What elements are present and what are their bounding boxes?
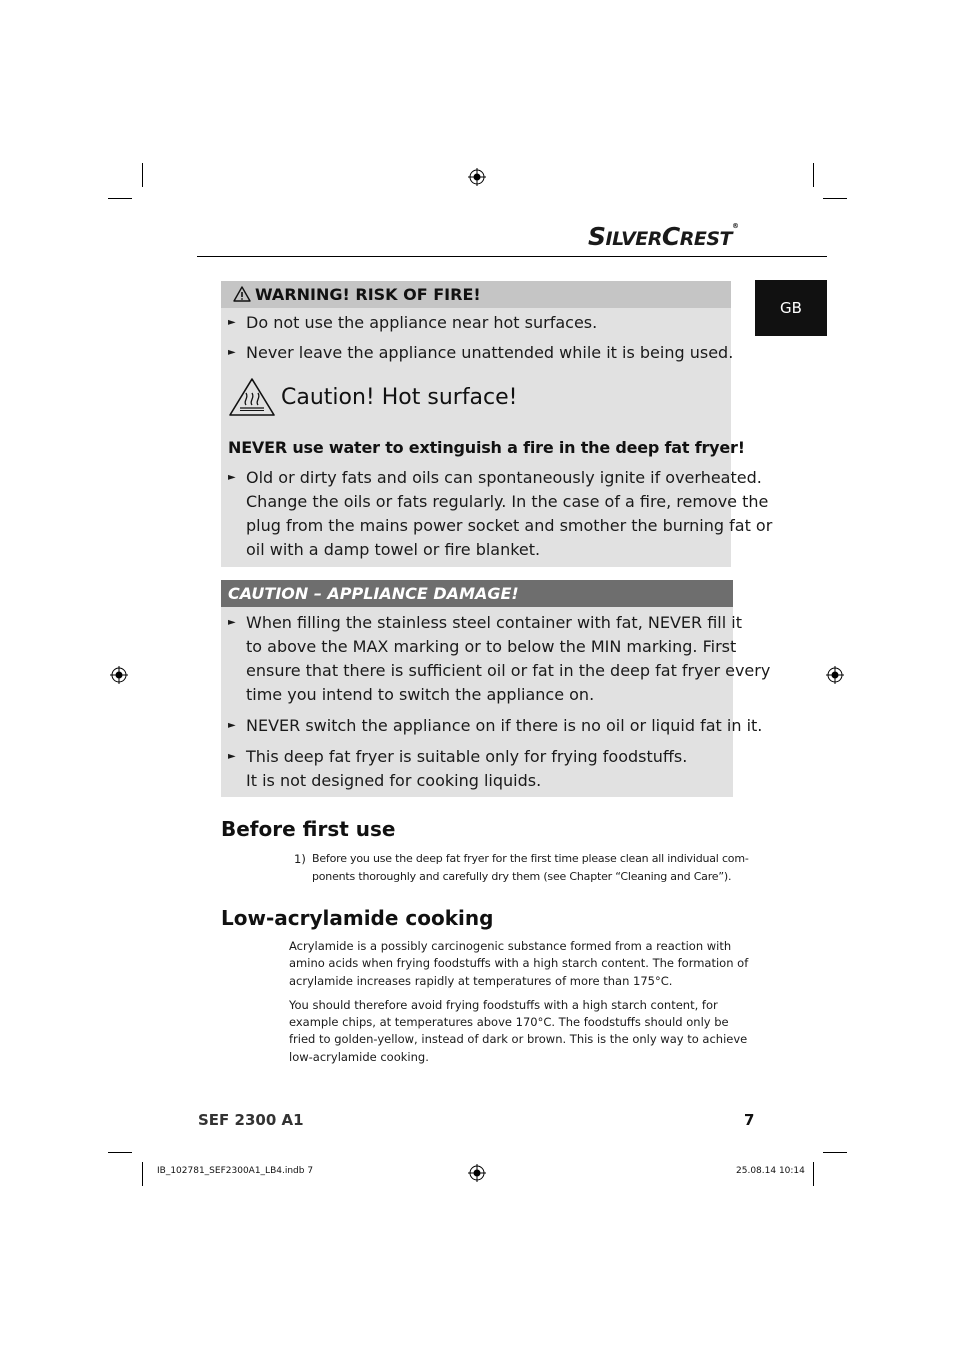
fire-extinguish-warning: NEVER use water to extinguish a fire in the deep fat fryer! (228, 438, 745, 457)
step-text: Before you use the deep fat fryer for the first time please clean all individual com- (312, 852, 749, 865)
paragraph-line: Acrylamide is a possibly carcinogenic substance formed from a reaction with (289, 939, 732, 953)
registration-mark-icon (468, 168, 486, 186)
paragraph-line: You should therefore avoid frying foodstuffs with a high starch content, for (289, 998, 718, 1012)
hot-surface-label: Caution! Hot surface! (281, 385, 518, 410)
bullet-arrow-icon: ► (228, 472, 236, 483)
warning-box: WARNING! RISK OF FIRE! ► Do not use the appliance near hot surfaces. ► Never leave the appliance unattended while it is being used. Caution! Hot surface! NEVER use water to extinguish a fire in the deep fat fryer! ► Old or dirty fats and oils can spontaneously ignite if overheated. Change the oils or fats regularly. In the case of a fire, remove the plug from the mains power socket and smother the burning fat or oil with a damp towel or fire blanket. (221, 281, 731, 567)
page-number: 7 (744, 1111, 755, 1129)
crop-mark (108, 198, 132, 199)
brand-logo: SILVERCREST® (588, 222, 739, 251)
paragraph-line: acrylamide increases rapidly at temperatures of more than 175°C. (289, 974, 673, 988)
print-slug-date: 25.08.14 10:14 (736, 1166, 805, 1176)
warning-heading-bar (221, 281, 731, 308)
crop-mark (142, 1162, 143, 1186)
bullet-arrow-icon: ► (228, 617, 236, 628)
paragraph-line: fried to golden-yellow, instead of dark or brown. This is the only way to achieve (289, 1032, 748, 1046)
step-number: 1) (294, 852, 306, 866)
warning-heading: WARNING! RISK OF FIRE! (255, 285, 481, 304)
section-title-low-acrylamide: Low-acrylamide cooking (221, 906, 494, 930)
hot-surface-icon (228, 377, 276, 417)
crop-mark (142, 163, 143, 187)
bullet-arrow-icon: ► (228, 720, 236, 731)
warning-triangle-icon (233, 286, 251, 302)
caution-box: CAUTION – APPLIANCE DAMAGE! ► When filling the stainless steel container with fat, NEVER fill it to above the MAX marking or to below the MIN marking. First ensure that there is sufficient oil or fat in the deep fat fryer every time you intend to switch the appliance on. ► NEVER switch the appliance on if there is no oil or liquid fat in it. ► This deep fat fryer is suitable only for frying foodstuffs. It is not designed for cooking liquids. (221, 580, 733, 797)
paragraph-line: low-acrylamide cooking. (289, 1050, 429, 1064)
print-slug-file: IB_102781_SEF2300A1_LB4.indb 7 (157, 1166, 314, 1176)
language-tab: GB (755, 280, 827, 336)
bullet-arrow-icon: ► (228, 751, 236, 762)
crop-mark (813, 163, 814, 187)
crop-mark (813, 1162, 814, 1186)
registration-mark-icon (826, 666, 844, 684)
caution-heading: CAUTION – APPLIANCE DAMAGE! (228, 584, 519, 603)
bullet-arrow-icon: ► (228, 317, 236, 328)
bullet-arrow-icon: ► (228, 347, 236, 358)
registration-mark-icon (468, 1164, 486, 1182)
crop-mark (108, 1152, 132, 1153)
paragraph-line: amino acids when frying foodstuffs with a high starch content. The formation of (289, 956, 749, 970)
registration-mark-icon (110, 666, 128, 684)
crop-mark (823, 198, 847, 199)
model-number: SEF 2300 A1 (198, 1111, 304, 1129)
header-rule (197, 256, 827, 257)
crop-mark (823, 1152, 847, 1153)
step-text: ponents thoroughly and carefully dry them (see Chapter “Cleaning and Care”). (312, 870, 732, 883)
section-title-before-first-use: Before first use (221, 817, 396, 841)
caution-heading-bar (221, 580, 733, 607)
paragraph-line: example chips, at temperatures above 170°C. The foodstuffs should only be (289, 1015, 729, 1029)
